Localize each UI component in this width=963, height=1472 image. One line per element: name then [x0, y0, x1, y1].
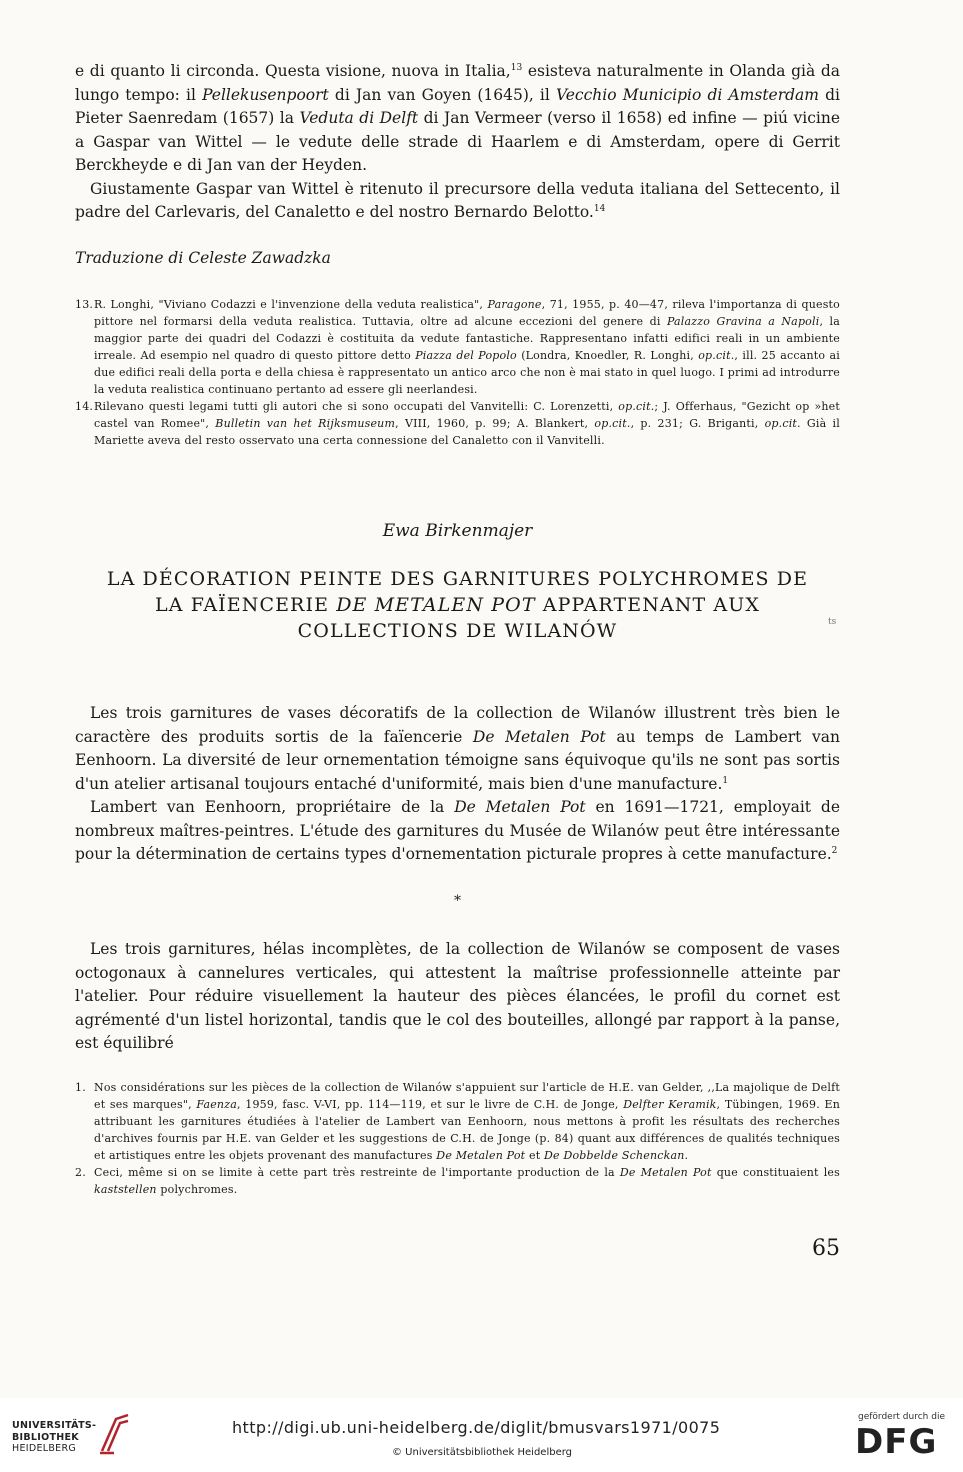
french-intro-section: [75, 702, 840, 867]
article-author: [75, 521, 840, 541]
digitization-footer: [0, 1398, 963, 1472]
footnote-13: [75, 296, 840, 398]
text-run: Lambert van Eenhoorn, propriétaire de la: [90, 798, 455, 816]
footnote-ref-14[interactable]: 14: [593, 203, 606, 214]
text-run: Già il Mariette aveva del resto osservato una certa connessione del Canaletto con il Vanvitelli.: [94, 417, 840, 447]
copyright-notice: © Universitätsbibliothek Heidelberg: [392, 1447, 573, 1458]
text-run: et: [525, 1149, 545, 1162]
library-logo-icon: [98, 1411, 132, 1457]
footnote-14: [75, 398, 840, 449]
footnote-number: 2.: [75, 1166, 86, 1179]
text-run: polychromes.: [156, 1183, 238, 1196]
text-run: LA FAÏENCERIE: [155, 594, 337, 616]
italic-title: Faenza: [196, 1098, 237, 1111]
italian-footnotes: [75, 296, 840, 449]
text-run: ; J. Offerhaus, "Gezicht op »het castel van Romee",: [94, 400, 840, 430]
text-run: , 71, 1955, p. 40—47, rileva l'importanza di questo pittore nel formarsi della veduta realistica. Tuttavia, oltre ad alcune eccezioni del genere di: [94, 298, 840, 328]
italic-title: op.cit.: [698, 349, 735, 362]
italian-text-section: [75, 60, 840, 270]
text-run: , VIII, 1960, p. 99; A. Blankert,: [395, 417, 595, 430]
permalink-url[interactable]: http://digi.ub.uni-heidelberg.de/diglit/bmusvars1971/0075: [232, 1418, 721, 1437]
library-name-line-1: UNIVERSITÄTS-: [12, 1420, 97, 1431]
italic-title: De Metalen Pot: [619, 1166, 712, 1179]
italic-title: Veduta di Delft: [299, 109, 419, 127]
italic-title: Palazzo Gravina a Napoli: [666, 315, 820, 328]
footnote-1: [75, 1079, 840, 1164]
text-run: Ceci, même si on se limite à cette part très restreinte de l'importante production de la: [94, 1166, 620, 1179]
italic-title: Bulletin van het Rijksmuseum: [215, 417, 396, 430]
footnote-number: 14.: [75, 400, 94, 413]
italic-title: Vecchio Municipio di Amsterdam: [555, 85, 819, 104]
text-run: e di quanto li circonda. Questa visione, nuova in Italia,: [75, 62, 511, 80]
text-run: R. Longhi, "Viviano Codazzi e l'invenzione della veduta realistica",: [94, 298, 488, 311]
text-run: , ill. 25 accanto ai due edifici reali della porta e della chiesa è rappresentato un antico arco che non è mai stato in quel luogo. I primi ad introdurre la veduta realistica continuano pertanto ad essere gli neerlandesi.: [94, 349, 840, 396]
text-run: Giustamente Gaspar van Wittel è ritenuto il precursore della veduta italiana del Settecento, il padre del Carlevaris, del Canaletto e del nostro Bernardo Belotto.: [75, 179, 840, 221]
french-footnotes: [75, 1079, 840, 1198]
french-paragraph-3: Les trois garnitures, hélas incomplètes, de la collection de Wilanów se composent de vases octogonaux à cannelures verticales, qui attestent la maîtrise professionnelle atteinte par l'atelier. Pour réduire visuellement la hauteur des pièces élancées, le profil du cornet est agrémenté d'un listel horizontal, tandis que le col des bouteilles, allongé par rapport à la panse, est équilibré: [75, 940, 840, 1052]
text-run: Rilevano questi legami tutti gli autori che si sono occupati del Vanvitelli: C. Lorenzetti,: [94, 400, 619, 413]
text-run: , la maggior parte dei quadri del Codazzi è costituita da vedute fantastiche. Rappresentano infatti edifici reali in un ambiente irreale. Ad esempio nel quadro di questo pittore detto: [94, 315, 841, 362]
italic-title: De Metalen Pot: [472, 727, 606, 746]
italic-title: kaststellen: [94, 1183, 157, 1196]
text-run: , p. 231; G. Briganti,: [630, 417, 765, 430]
text-run: (Londra, Knoedler, R. Longhi,: [516, 349, 699, 362]
translation-credit: [75, 247, 840, 271]
text-run: Les trois garnitures de vases décoratifs de la collection de Wilanów illustrent très bien le caractère des produits sortis de la faïencerie: [75, 704, 840, 746]
footnote-ref-13[interactable]: 13: [510, 62, 523, 73]
italic-title: Delfter Keramik: [623, 1098, 717, 1111]
footnote-ref-1[interactable]: 1: [722, 775, 729, 786]
text-run: di Jan Vermeer (verso il 1658) ed infine — piú vicine a Gaspar van Wittel — le vedute delle strade di Haarlem e di Amsterdam, opere di Gerrit Berckheyde e di Jan van der Heyden.: [75, 109, 840, 174]
french-paragraph-2: [75, 796, 840, 867]
footnote-number: 1.: [75, 1081, 86, 1094]
italic-title: op.cit.: [764, 417, 801, 430]
text-run: .: [684, 1149, 689, 1162]
italic-title: De Metalen Pot: [454, 798, 586, 816]
footnote-ref-2[interactable]: 2: [831, 845, 838, 856]
text-run: di Pieter Saenredam (1657) la: [75, 85, 841, 127]
section-separator: *: [454, 893, 461, 909]
text-run: esisteva naturalmente in Olanda già da lungo tempo: il: [75, 62, 840, 104]
text-run: , Tübingen, 1969. En attribuant les garnitures étudiées à l'atelier de Lambert van Eenhoorn, nous mettons à profit les résultats des recherches d'archives fournis par H.E. van Gelder et les suggestions de C.H. de Jonge (p. 84) quant aux différences de qualités techniques et artistiques entre les objets provenant des manufactures: [94, 1098, 840, 1162]
italic-title: op.cit.: [618, 400, 655, 413]
text-run: au temps de Lambert van Eenhoorn. La diversité de leur ornementation témoigne sans équivoque qu'ils ne sont pas sortis d'un atelier artisanal toujours entaché d'uniformité, mais bien d'une manufacture.: [75, 727, 840, 793]
funded-by-label: gefördert durch die: [858, 1412, 945, 1422]
italic-title: De Metalen Pot: [436, 1149, 526, 1162]
italic-title: Paragone: [487, 298, 542, 311]
french-section-2: [75, 938, 840, 1056]
text-run: APPARTENANT AUX: [535, 594, 760, 616]
italic-title: op.cit.: [594, 417, 631, 430]
text-run: en 1691—1721, employait de nombreux maîtres-peintres. L'étude des garnitures du Musée de Wilanów peut être intéressante pour la détermination de certains types d'ornementation picturale propres à cette manufacture.: [75, 798, 840, 863]
library-name-line-3: HEIDELBERG: [12, 1443, 77, 1454]
italian-paragraph-1: [75, 60, 840, 178]
italic-title: DE METALEN POT: [336, 594, 536, 616]
title-line-2: [75, 592, 840, 618]
italic-title: Pellekusenpoort: [202, 85, 329, 104]
title-line-1: LA DÉCORATION PEINTE DES GARNITURES POLYCHROMES DE: [106, 568, 809, 590]
text-run: que constituaient les: [711, 1166, 840, 1179]
footnote-number: 13.: [75, 298, 94, 311]
italic-title: Piazza del Popolo: [415, 349, 517, 362]
page-number: 65: [812, 1236, 840, 1261]
author-name: Ewa Birkenmajer: [382, 521, 533, 541]
library-name: [12, 1420, 96, 1455]
text-run: , 1959, fasc. V-VI, pp. 114—119, et sur le livre de C.H. de Jonge,: [236, 1098, 624, 1111]
text-run: Nos considérations sur les pièces de la collection de Wilanów s'appuient sur l'article de H.E. van Gelder, ,,La majolique de Delft et ses marques",: [94, 1081, 840, 1111]
library-name-line-2: BIBLIOTHEK: [12, 1431, 79, 1443]
title-line-3: COLLECTIONS DE WILANÓW: [297, 620, 618, 642]
translator-name: Traduzione di Celeste Zawadzka: [75, 248, 331, 267]
italian-paragraph-2: [75, 178, 840, 225]
page-mark: ts: [828, 617, 837, 627]
italic-title: De Dobbelde Schenckan: [544, 1149, 685, 1162]
article-title: [75, 566, 840, 644]
french-paragraph-1: [75, 702, 840, 796]
text-run: di Jan van Goyen (1645), il: [328, 85, 556, 104]
dfg-logo: DFG: [855, 1422, 938, 1462]
footnote-2: [75, 1164, 840, 1198]
